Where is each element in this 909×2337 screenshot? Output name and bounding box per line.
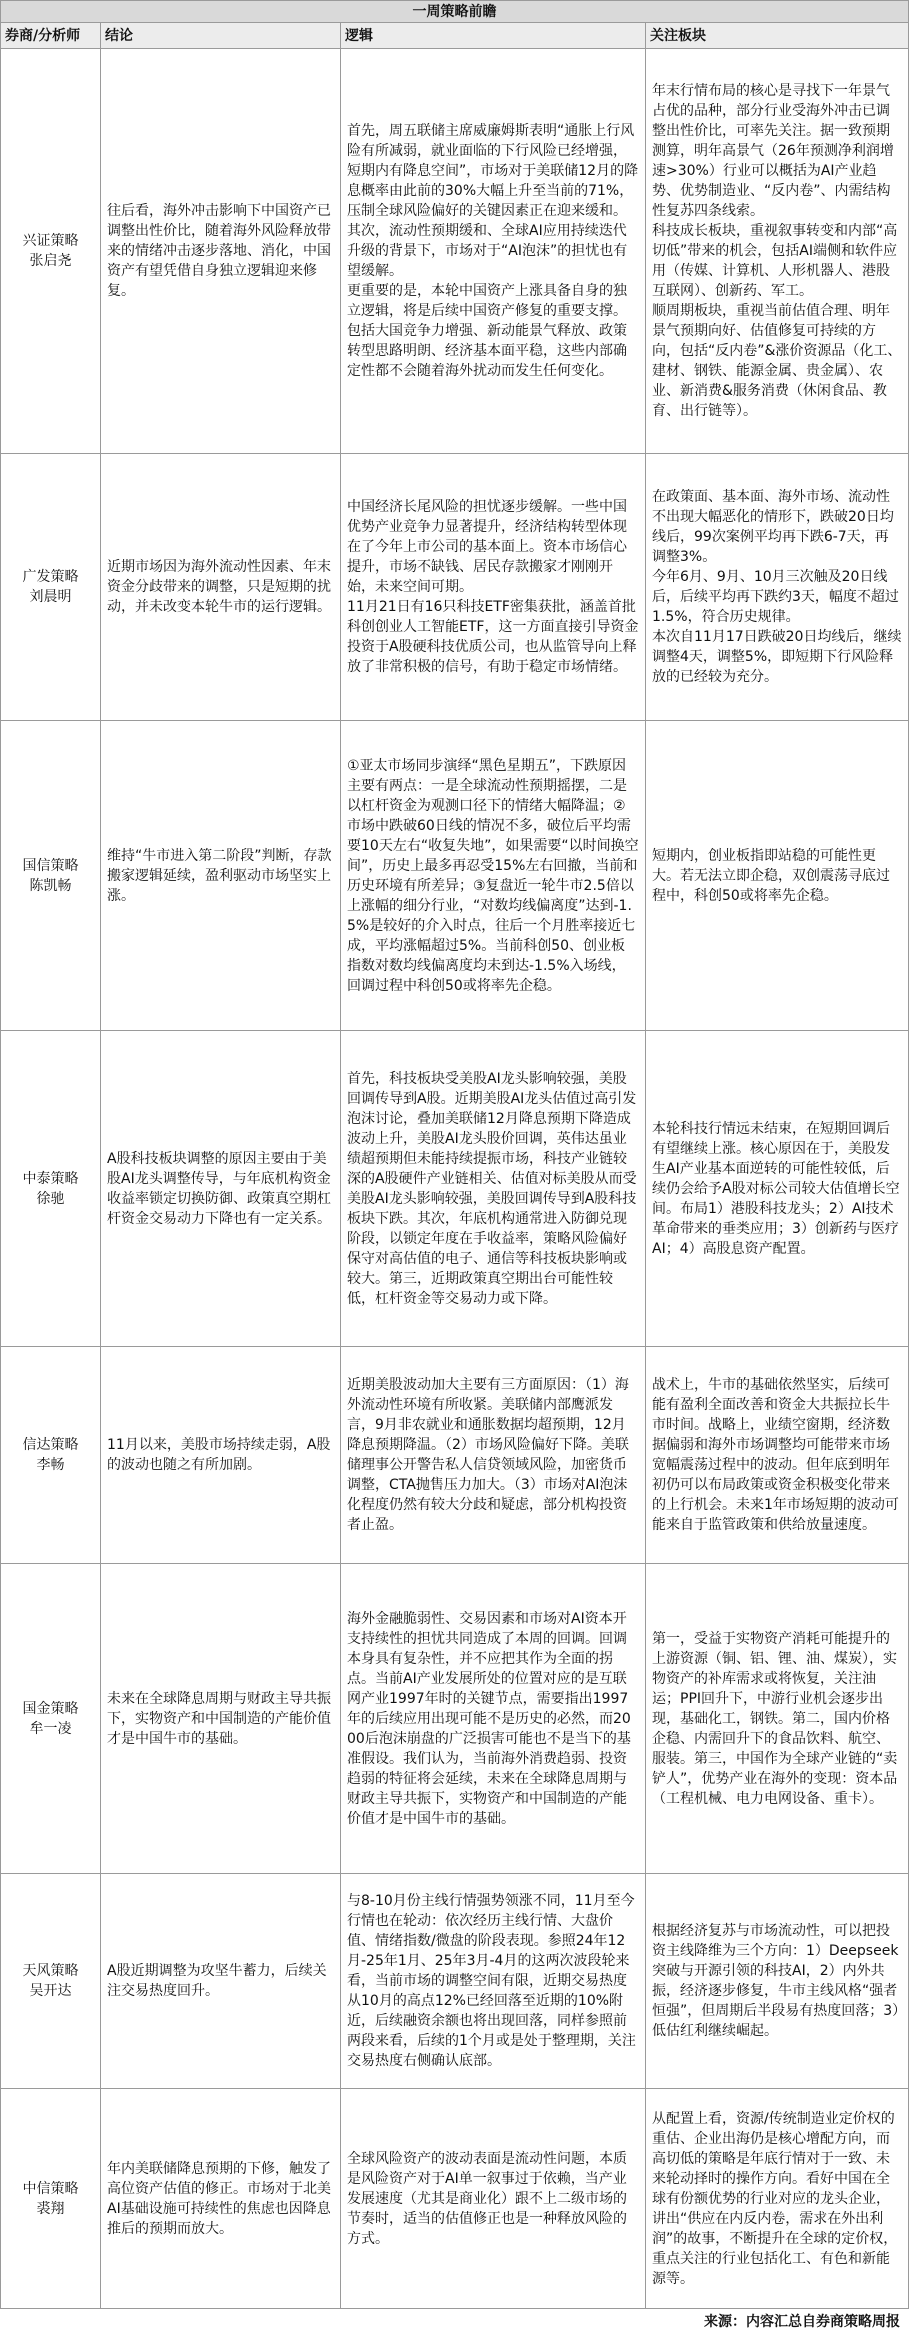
sectors-paragraph: 本次自11月17日跌破20日均线后，继续调整4天，调整5%，即短期下行风险释放的已经较为充分。 <box>652 629 902 685</box>
conclusion-text: 未来在全球降息周期与财政主导共振下，实物资产和中国制造的产能价值才是中国牛市的基础。 <box>107 1690 331 1747</box>
header-logic: 逻辑 <box>341 23 646 49</box>
broker-name: 中信策略 <box>22 2180 79 2197</box>
logic-paragraph: 海外金融脆弱性、交易因素和市场对AI资本开支持续性的担忧共同造成了本周的回调。回调本身具有复杂性，并不应把其作为全面的拐点。当前AI产业发展所处的位置对应的是互联网产业1997年时的关键节点，需要指出1997年的后续应用出现可能不是历史的必然，而2000后泡沫崩盘的广泛损害可能也不是当下的基准假设。我们认为，当前海外消费趋弱、投资趋弱的特征将会延续，未来在全球降息周期与财政主导共振下，实物资产和中国制造的产能价值才是中国牛市的基础。 <box>347 1610 631 1827</box>
broker-cell <box>1 454 101 721</box>
sectors-paragraph: 顺周期板块，重视当前估值合理、明年景气预期向好、估值修复可持续的方向，包括“反内卷”&涨价资源品（化工、建材、钢铁、能源金属、贵金属）、农业、新消费&服务消费（休闲食品、教育、出行链等）。 <box>652 303 902 419</box>
sectors-cell <box>646 1347 909 1564</box>
sectors-paragraph: 战术上，牛市的基础依然坚实，后续可能有盈利全面改善和资金大共振拉长牛市时间。战略上，业绩空窗期，经济数据偏弱和海外市场调整均可能带来市场宽幅震荡过程中的波动。但年底到明年初仍可以布局政策或资金积极变化带来的上行机会。未来1年市场短期的波动可能来自于监管政策和供给放量速度。 <box>652 1377 899 1533</box>
conclusion-text: 往后看，海外冲击影响下中国资产已调整出性价比，随着海外风险释放带来的情绪冲击逐步落地、消化，中国资产有望凭借自身独立逻辑迎来修复。 <box>107 203 331 299</box>
header-conclusion: 结论 <box>101 23 341 49</box>
sectors-cell <box>646 1031 909 1347</box>
logic-cell <box>341 2089 646 2309</box>
analyst-name: 吴开达 <box>29 1983 72 1999</box>
header-row <box>1 23 909 49</box>
logic-paragraph: 更重要的是，本轮中国资产上涨具备自身的独立逻辑，将是后续中国资产修复的重要支撑。包括大国竞争力增强、新动能景气释放、政策转型思路明朗、经济基本面平稳，这些内部确定性都不会随着海外扰动而发生任何变化。 <box>347 283 627 379</box>
sectors-paragraph: 根据经济复苏与市场流动性，可以把投资主线降维为三个方向：1）Deepseek 突破与开源引领的科技AI，2）内外共振，经济逐步修复，牛市主线风格“强者恒强”，但周期后半段易有热度回落；3）低估红利继续崛起。 <box>652 1923 900 2039</box>
sectors-paragraph: 年末行情布局的核心是寻找下一年景气占优的品种，部分行业受海外冲击已调整出性价比，可率先关注。据一致预期测算，明年高景气（26年预测净利润增速>30%）行业可以概括为AI产业趋势、优势制造业、“反内卷”、内需结构性复苏四条线索。 <box>652 83 894 219</box>
table-row <box>1 454 909 721</box>
conclusion-text: 11月以来，美股市场持续走弱，A股的波动也随之有所加剧。 <box>107 1437 331 1473</box>
source-note: 来源：内容汇总自券商策略周报 <box>704 2314 900 2330</box>
broker-name: 信达策略 <box>22 1437 79 1453</box>
logic-cell <box>341 1347 646 1564</box>
broker-cell <box>1 1347 101 1564</box>
table-row <box>1 49 909 454</box>
sectors-cell <box>646 454 909 721</box>
broker-cell <box>1 721 101 1031</box>
broker-cell <box>1 1031 101 1347</box>
logic-cell <box>341 454 646 721</box>
table-row <box>1 1347 909 1564</box>
broker-name: 兴证策略 <box>22 233 79 249</box>
conclusion-cell <box>101 454 341 721</box>
conclusion-text: 维持“牛市进入第二阶段”判断，存款搬家逻辑延续，盈利驱动市场坚实上涨。 <box>107 847 332 904</box>
logic-paragraph: 首先，科技板块受美股AI龙头影响较强，美股回调传导到A股。近期美股AI龙头估值过高引发泡沫讨论，叠加美联储12月降息预期下降造成波动上升，美股AI龙头股价回调，英伟达虽业绩超预期但未能持续提振市场，科技产业链较深的A股硬件产业链相关、估值对标美股从而受美股AI龙头影响较强，美股回调传导到A股科技板块下跌。其次，年底机构通常进入防御兑现阶段，以锁定年度在手收益率，策略风险偏好保守对高估值的电子、通信等科技板块影响或较大。第三，近期政策真空期出台可能性较低，杠杆资金等交易动力或下降。 <box>347 1070 637 1307</box>
table-row <box>1 1564 909 1874</box>
broker-cell <box>1 49 101 454</box>
broker-cell <box>1 2089 101 2309</box>
logic-paragraph: 11月21日有16只科技ETF密集获批，涵盖首批科创创业人工智能ETF，这一方面直接引导资金投资于A股硬科技优质公司，也从监管导向上释放了非常积极的信号，有助于稳定市场情绪。 <box>347 599 639 675</box>
conclusion-text: 年内美联储降息预期的下修，触发了高位资产估值的修正。市场对于北美AI基础设施可持续性的焦虑也因降息推后的预期而放大。 <box>107 2160 331 2237</box>
table-row <box>1 1031 909 1347</box>
logic-paragraph: 其次，流动性预期缓和、全球AI应用持续迭代升级的背景下，市场对于“AI泡沫”的担忧也有望缓解。 <box>347 223 628 279</box>
broker-cell <box>1 1564 101 1874</box>
analyst-name: 刘晨明 <box>29 589 72 605</box>
table-row <box>1 2089 909 2309</box>
sectors-cell <box>646 2089 909 2309</box>
broker-name: 国金策略 <box>22 1700 79 1717</box>
logic-paragraph: 近期美股波动加大主要有三方面原因：（1）海外流动性环境有所收紧。美联储内部鹰派发言，9月非农就业和通胀数据均超预期，12月降息预期降温。（2）市场风险偏好下降。美联储理事公开警告私人信贷领域风险，加密货币调整，CTA抛售压力加大。（3）市场对AI泡沫化程度仍然有较大分歧和疑虑，部分机构投资者止盈。 <box>347 1377 629 1533</box>
header-broker: 券商/分析师 <box>1 23 101 49</box>
sectors-paragraph: 第一，受益于实物资产消耗可能提升的上游资源（铜、铝、锂、油、煤炭），实物资产的补库需求或将恢复，关注油运；PPI回升下，中游行业机会逐步出现，基础化工，钢铁。第二，国内价格企稳、内需回升下的食品饮料、航空、服装。第三，中国作为全球产业链的“卖铲人”，优势产业在海外的变现：资本品（工程机械、电力电网设备、重卡）。 <box>652 1630 898 1807</box>
analyst-name: 牟一凌 <box>29 1720 72 1737</box>
logic-cell <box>341 721 646 1031</box>
sectors-cell <box>646 721 909 1031</box>
analyst-name: 李畅 <box>36 1457 65 1473</box>
sectors-paragraph: 在政策面、基本面、海外市场、流动性不出现大幅恶化的情形下，跌破20日均线后，99次案例平均再下跌6-7天，再调整3%。 <box>652 489 894 565</box>
logic-paragraph: 首先，周五联储主席威廉姆斯表明“通胀上行风险有所减弱，就业面临的下行风险已经增强，短期内有降息空间”，市场对于美联储12月的降息概率由此前的30%大幅上升至当前的71%，压制全球风险偏好的关键因素正在迎来缓和。 <box>347 123 639 219</box>
logic-cell <box>341 49 646 454</box>
conclusion-text: A股近期调整为攻坚牛蓄力，后续关注交易热度回升。 <box>107 1963 327 1999</box>
conclusion-cell <box>101 49 341 454</box>
logic-cell <box>341 1564 646 1874</box>
conclusion-cell <box>101 721 341 1031</box>
broker-name: 中泰策略 <box>22 1170 79 1187</box>
logic-cell <box>341 1874 646 2089</box>
logic-paragraph: 中国经济长尾风险的担忧逐步缓解。一些中国优势产业竞争力显著提升，经济结构转型体现在了今年上市公司的基本面上。资本市场信心提升，市场不缺钱、居民存款搬家才刚刚开始，未来空间可期。 <box>347 499 627 595</box>
logic-paragraph: 全球风险资产的波动表面是流动性问题，本质是风险资产对于AI单一叙事过于依赖，当产业发展速度（尤其是商业化）跟不上二级市场的节奏时，适当的估值修正也是一种释放风险的方式。 <box>347 2150 627 2247</box>
sectors-paragraph: 本轮科技行情远未结束，在短期回调后有望继续上涨。核心原因在于，美股发生AI产业基本面逆转的可能性较低，后续仍会给予A股对标公司较大估值增长空间。布局1）港股科技龙头；2）AI技术革命带来的垂类应用；3）创新药与医疗AI；4）高股息资产配置。 <box>652 1120 900 1257</box>
analyst-name: 张启尧 <box>29 253 72 269</box>
broker-name: 天风策略 <box>22 1963 79 1979</box>
conclusion-cell <box>101 1347 341 1564</box>
analyst-name: 陈凯畅 <box>29 877 72 894</box>
conclusion-cell <box>101 1031 341 1347</box>
sectors-cell <box>646 1874 909 2089</box>
broker-cell <box>1 1874 101 2089</box>
table-row <box>1 1874 909 2089</box>
sectors-paragraph: 科技成长板块，重视叙事转变和内部“高切低”带来的机会，包括AI端侧和软件应用（传媒、计算机、人形机器人、港股互联网）、创新药、军工。 <box>652 223 898 299</box>
analyst-name: 裘翔 <box>36 2200 65 2217</box>
sectors-cell <box>646 49 909 454</box>
logic-paragraph: ①亚太市场同步演绎“黑色星期五”，下跌原因主要有两点：一是全球流动性预期摇摆，二是以杠杆资金为观测口径下的情绪大幅降温；②市场中跌破60日线的情况不多，破位后平均需要10天左右“收复失地”，如果需要“以时间换空间”，历史上最多再忍受15%左右回撤，当前和历史环境有所差异；③复盘近一轮牛市2.5倍以上涨幅的细分行业，“对数均线偏离度”达到-1.5%是较好的介入时点，往后一个月胜率接近七成，平均涨幅超过5%。当前科创50、创业板指数对数均线偏离度均未到达-1.5%入场线，回调过程中科创50或将率先企稳。 <box>347 757 639 994</box>
table-row <box>1 721 909 1031</box>
sectors-paragraph: 今年6月、9月、10月三次触及20日线后，后续平均再下跌约3天，幅度不超过1.5%，符合历史规律。 <box>652 569 899 625</box>
conclusion-cell <box>101 1564 341 1874</box>
header-sectors: 关注板块 <box>646 23 909 49</box>
table-title: 一周策略前瞻 <box>1 1 909 23</box>
sectors-paragraph: 短期内，创业板指即站稳的可能性更大。若无法立即企稳，双创震荡寻底过程中，科创50或将率先企稳。 <box>652 847 890 904</box>
conclusion-cell <box>101 2089 341 2309</box>
conclusion-cell <box>101 1874 341 2089</box>
logic-cell <box>341 1031 646 1347</box>
broker-name: 广发策略 <box>22 569 79 585</box>
sectors-paragraph: 从配置上看，资源/传统制造业定价权的重估、企业出海仍是核心增配方向，而高切低的策略是年底行情对于一致、未来轮动择时的操作方向。看好中国在全球有份额优势的行业对应的龙头企业，讲出“供应在内反内卷，需求在外出利润”的故事，不断提升在全球的定价权，重点关注的行业包括化工、有色和新能源等。 <box>652 2110 898 2287</box>
conclusion-text: A股科技板块调整的原因主要由于美股AI龙头调整传导，与年底机构资金收益率锁定切换防御、政策真空期杠杆资金交易动力下降也有一定关系。 <box>107 1150 331 1227</box>
sectors-cell <box>646 1564 909 1874</box>
analyst-name: 徐驰 <box>36 1190 65 1207</box>
title-row <box>1 1 909 23</box>
conclusion-text: 近期市场因为海外流动性因素、年末资金分歧带来的调整，只是短期的扰动，并未改变本轮牛市的运行逻辑。 <box>107 559 331 615</box>
logic-paragraph: 与8-10月份主线行情强势领涨不同，11月至今行情也在轮动：依次经历主线行情、大盘价值、情绪指数/微盘的阶段表现。参照24年12月-25年1月、25年3月-4月的这两次波段轮来看，当前市场的调整空间有限，近期交易热度从10月的高点12%已经回落至近期的10%附近，后续融资余额也将出现回落，同样参照前两段来看，后续的1个月或是处于整理期，关注交易热度右侧确认底部。 <box>347 1893 636 2069</box>
broker-name: 国信策略 <box>22 857 79 874</box>
